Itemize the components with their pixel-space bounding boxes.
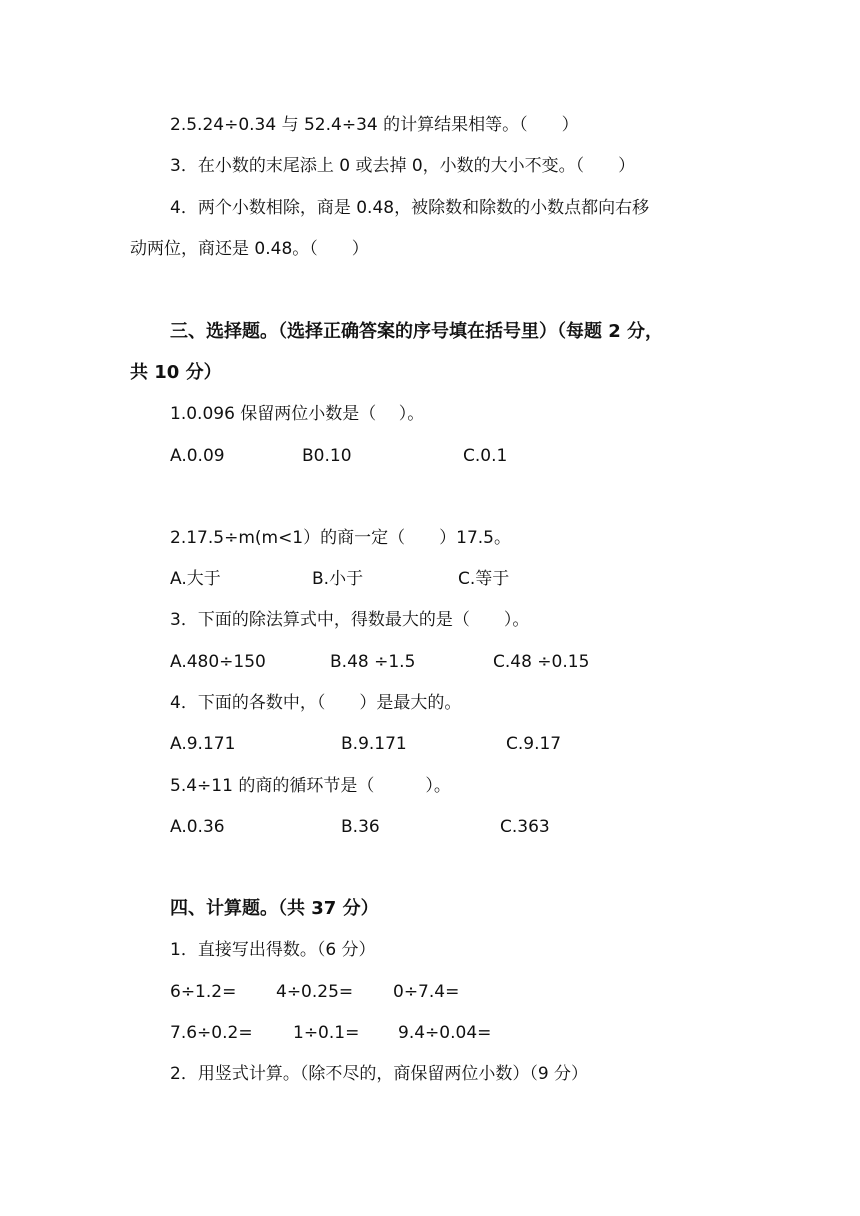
calc-expression: 9.4÷0.04=	[398, 1023, 492, 1043]
choice-4-option-a: A.9.171	[170, 734, 236, 754]
choice-3-option-a: A.480÷150	[170, 652, 266, 672]
choice-question-4: 4．下面的各数中，（ ）是最大的。	[170, 693, 462, 713]
choice-question-3: 3．下面的除法算式中，得数最大的是（ ）。	[170, 610, 530, 630]
calc-expression: 1÷0.1=	[293, 1023, 360, 1043]
choice-1-option-b: B0.10	[302, 446, 352, 466]
choice-4-option-c: C.9.17	[506, 734, 562, 754]
judge-question-4-line2: 动两位，商还是 0.48。（ ）	[130, 239, 369, 259]
judge-question-2: 2.5.24÷0.34 与 52.4÷34 的计算结果相等。（ ）	[170, 115, 579, 135]
choice-question-1: 1.0.096 保留两位小数是（ ）。	[170, 404, 425, 424]
choice-5-option-a: A.0.36	[170, 817, 225, 837]
choice-5-option-c: C.363	[500, 817, 550, 837]
choice-1-option-c: C.0.1	[463, 446, 508, 466]
calc-question-1: 1．直接写出得数。（6 分）	[170, 940, 376, 960]
calc-expression: 0÷7.4=	[393, 982, 460, 1002]
choice-1-option-a: A.0.09	[170, 446, 225, 466]
choice-2-option-b: B.小于	[312, 569, 364, 589]
calc-expression: 4÷0.25=	[276, 982, 354, 1002]
judge-question-3: 3．在小数的末尾添上 0 或去掉 0，小数的大小不变。（ ）	[170, 156, 636, 176]
choice-question-5: 5.4÷11 的商的循环节是（ ）。	[170, 776, 451, 796]
choice-2-option-c: C.等于	[458, 569, 510, 589]
choice-3-option-c: C.48 ÷0.15	[493, 652, 590, 672]
choice-5-option-b: B.36	[341, 817, 380, 837]
calc-question-2: 2．用竖式计算。（除不尽的，商保留两位小数）（9 分）	[170, 1064, 589, 1084]
choice-question-2: 2.17.5÷m(m<1）的商一定（ ）17.5。	[170, 528, 511, 548]
calc-section-heading: 四、计算题。（共 37 分）	[170, 898, 379, 919]
calc-expression: 7.6÷0.2=	[170, 1023, 253, 1043]
choice-4-option-b: B.9.171	[341, 734, 407, 754]
choice-section-heading-line2: 共 10 分）	[130, 362, 222, 383]
calc-expression: 6÷1.2=	[170, 982, 237, 1002]
choice-2-option-a: A.大于	[170, 569, 221, 589]
choice-section-heading-line1: 三、选择题。（选择正确答案的序号填在括号里）（每题 2 分，	[170, 321, 664, 342]
choice-3-option-b: B.48 ÷1.5	[330, 652, 416, 672]
judge-question-4-line1: 4．两个小数相除，商是 0.48，被除数和除数的小数点都向右移	[170, 198, 650, 218]
